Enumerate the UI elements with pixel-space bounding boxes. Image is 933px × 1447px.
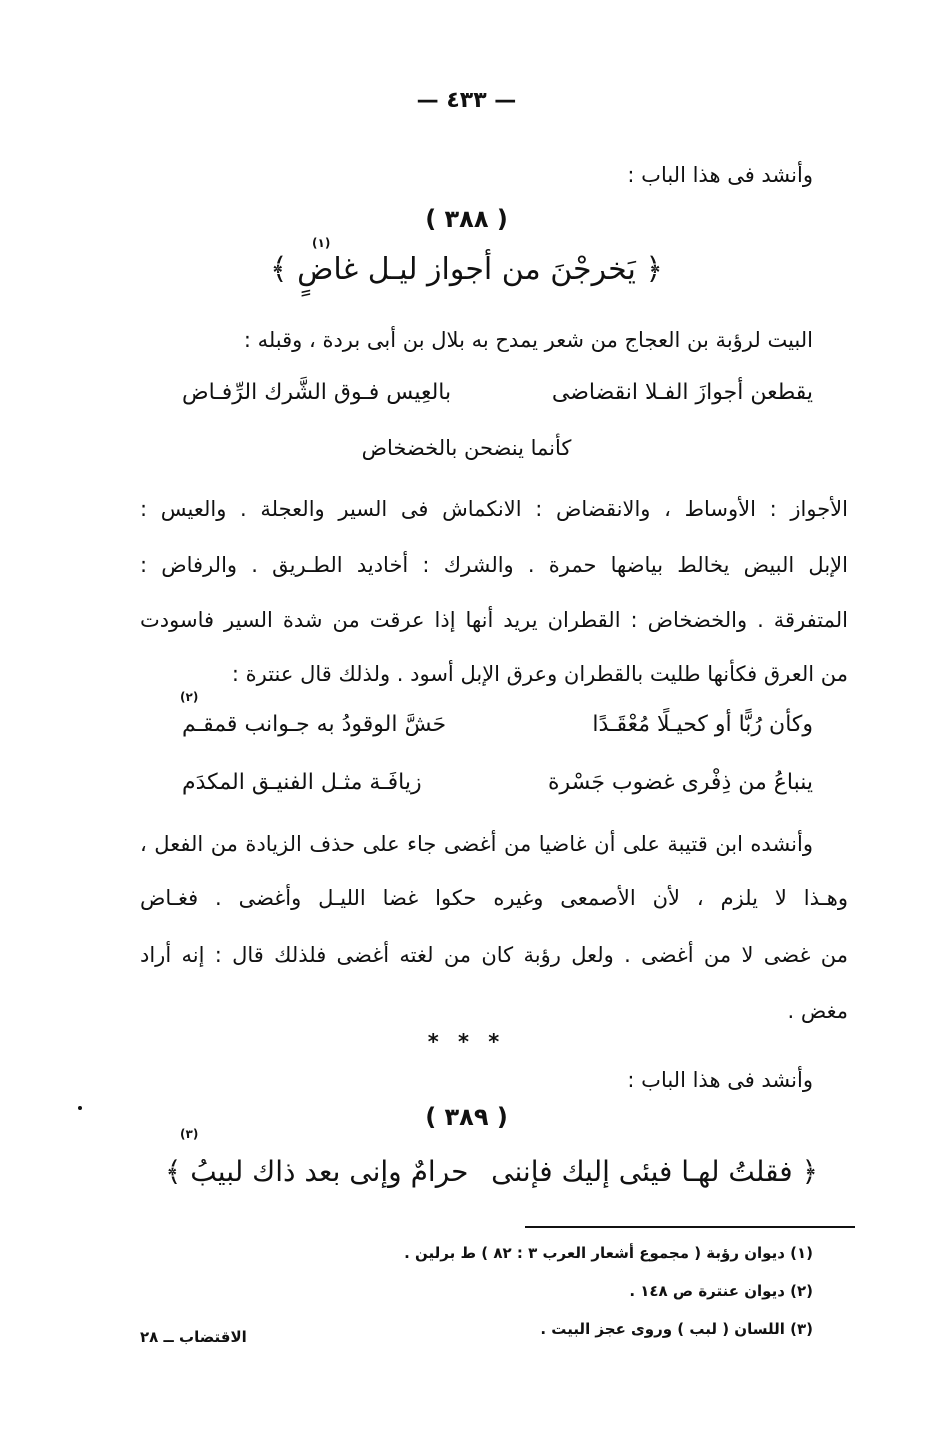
verse-attribution: البيت لرؤبة بن العجاج من شعر يمدح به بلال بن أبى بردة ، وقبله : bbox=[243, 328, 813, 352]
verse-number-389: ( ٣٨٩ ) bbox=[425, 1103, 508, 1131]
footnote-ref-1: (١) bbox=[312, 236, 331, 250]
section-separator: * * * bbox=[427, 1030, 506, 1054]
gloss-line-1: الأجواز : الأوساط ، والانقضاض : الانكماش فى السير والعجلة . والعيس : bbox=[140, 497, 848, 521]
gloss-line-4: من العرق فكأنها طليت بالقطران وعرق الإبل أسود . ولذلك قال عنترة : bbox=[231, 662, 848, 686]
commentary-line-2: وهـذا لا يلزم ، لأن الأصمعى وغيره حكوا غضا الليـل وأغضى . فغـاض bbox=[140, 886, 848, 910]
section-intro-389: وأنشد فى هذا الباب : bbox=[627, 1068, 813, 1092]
footnote-rule bbox=[525, 1226, 855, 1228]
gloss-line-3: المتفرقة . والخضخاض : القطران يريد أنها إذا عرقت من شدة السير فاسودت bbox=[140, 608, 848, 632]
section-intro-388: وأنشد فى هذا الباب : bbox=[627, 163, 813, 187]
footnote-ref-2: (٢) bbox=[180, 690, 199, 704]
footnote-ref-3: (٣) bbox=[180, 1127, 199, 1141]
page-number: — ٤٣٣ — bbox=[416, 88, 517, 113]
footnote-1: (١) ديوان رؤبة ( مجموع أشعار العرب ٣ : ٨٢ ) ط برلين . bbox=[404, 1244, 813, 1262]
verse-number-388: ( ٣٨٨ ) bbox=[425, 205, 508, 233]
poem-line-1-left: بالعِيس فـوق الشَّرك الرِّفـاض bbox=[182, 380, 452, 405]
poem-line-2: كأنما ينضحن بالخضخاض bbox=[361, 436, 572, 460]
commentary-line-4: مغض . bbox=[787, 999, 848, 1023]
gloss-line-2: الإبل البيض يخالط بياضها حمرة . والشرك : أخاديد الطـريق . والرفاض : bbox=[140, 553, 848, 577]
footnote-2: (٢) ديوان عنترة ص ١٤٨ . bbox=[629, 1282, 813, 1300]
antara-line-1-right: وكأن رُبًّا أو كحيـلًا مُعْقَـدًا bbox=[592, 712, 813, 737]
verse-388: ﴿ يَخرجْنَ من أجواز ليـل غاضٍ ﴾ bbox=[270, 252, 663, 287]
antara-line-2-left: زيافَـة مثـل الفنيـق المكدَم bbox=[182, 770, 422, 795]
antara-line-2-right: ينباعُ من ذِفْرى غضوب جَسْرة bbox=[548, 770, 813, 795]
stray-mark bbox=[78, 1106, 82, 1110]
verse-389-right: ﴿ فقلتُ لهـا فيئى إليك فإننى bbox=[491, 1155, 818, 1188]
poem-line-1-right: يقطعن أجوازَ الفـلا انقضاضى bbox=[551, 380, 813, 405]
antara-line-1-left: حَشَّ الوقودُ به جـوانب قمقـم bbox=[182, 712, 447, 737]
commentary-line-1: وأنشده ابن قتيبة على أن غاضيا من أغضى جاء على حذف الزيادة من الفعل ، bbox=[140, 832, 813, 856]
signature-mark: الاقتضاب ــ ٢٨ bbox=[140, 1328, 247, 1346]
verse-389-left: حرامٌ وإنى بعد ذاك لبيبُ ﴾ bbox=[165, 1155, 469, 1188]
footnote-3: (٣) اللسان ( لبب ) وروى عجز البيت . bbox=[540, 1320, 813, 1338]
commentary-line-3: من غضى لا من أغضى . ولعل رؤبة كان من لغته أغضى فلذلك قال : إنه أراد bbox=[140, 943, 848, 967]
